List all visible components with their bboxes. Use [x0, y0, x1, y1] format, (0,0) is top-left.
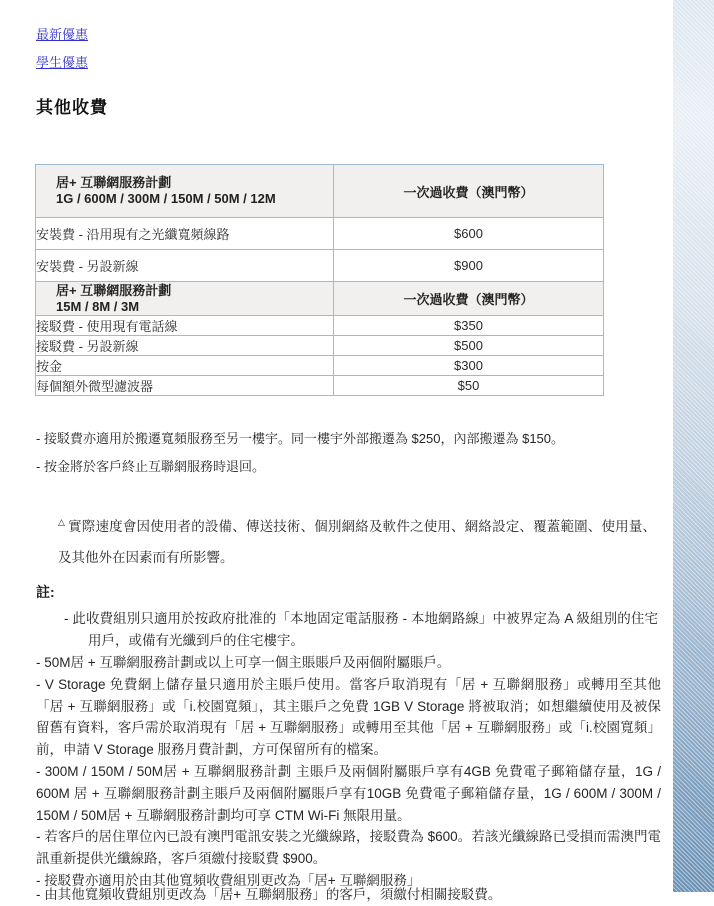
table-row [36, 376, 604, 396]
charge-item: 每個額外微型濾波器 [36, 376, 334, 396]
plan-header-cell [36, 165, 334, 218]
plan-speeds: 1G / 600M / 300M / 150M / 50M / 12M [56, 191, 276, 206]
link-list [36, 25, 88, 81]
charge-fee: $900 [334, 250, 604, 282]
remarks-heading: 註: [36, 584, 55, 600]
remark-vstorage: - V Storage 免費網上儲存量只適用於主賬戶使用。當客戶取消現有「居 + 互聯網服務」或轉用至其他「居 + 互聯網服務」或「i.校園寬頻」，其主賬戶之免費 1GB V Storage 將被取消；如想繼續使用及被保留舊有資料，客戶需於取消現有「居 + 互聯網服務」或轉用至其他「居 + 互聯網服務」或「i.校園寬頻」前，申請 V Storage 服務月費計劃，方可保留所有的檔案。 [36, 676, 661, 758]
table-header-row [36, 282, 604, 316]
charge-fee: $50 [334, 376, 604, 396]
remark-plan-change-fee: - 接駁費亦適用於由其他寬頻收費組別更改為「居+ 互聯網服務」 [36, 872, 421, 888]
table-row [36, 336, 604, 356]
latest-offers-link[interactable]: 最新優惠 [36, 27, 89, 42]
plan-header-cell [36, 282, 334, 316]
page-title: 其他收費 [36, 98, 108, 117]
student-offers-link[interactable]: 學生優惠 [36, 55, 89, 70]
remark-fiber-connection-fee: - 若客戶的居住單位內已設有澳門電訊安裝之光纖線路，接駁費為 $600。若該光纖線路已受損而需澳門電訊重新提供光纖線路，客戶須繳付接駁費 $900。 [36, 829, 661, 867]
charge-item: 接駁費 - 另設新線 [36, 336, 334, 356]
clipped-bottom-line: - 由其他寬頻收費組別更改為「居+ 互聯網服務」的客戶，須繳付相關接駁費。 [36, 887, 502, 902]
remark-accounts: - 50M居 + 互聯網服務計劃或以上可享一個主賬賬戶及兩個附屬賬戶。 [36, 655, 451, 670]
charge-item: 安裝費 - 沿用現有之光纖寬頻線路 [36, 218, 334, 250]
note-deposit-refund: - 按金將於客戶終止互聯網服務時退回。 [36, 459, 265, 474]
remark-classified-households: - 此收費組別只適用於按政府批准的「本地固定電話服務 - 本地網路線」中被界定為 A 級組別的住宅用戶，或備有光纖到戶的住宅樓宇。 [64, 611, 658, 648]
table-row [36, 316, 604, 336]
triangle-footnote-marker: △ [58, 517, 66, 527]
charge-item: 接駁費 - 使用現有電話線 [36, 316, 334, 336]
charge-fee: $500 [334, 336, 604, 356]
charge-item: 安裝費 - 另設新線 [36, 250, 334, 282]
other-charges-table [35, 164, 604, 396]
charge-fee: $300 [334, 356, 604, 376]
decorative-stripe-band [673, 0, 714, 892]
plan-title: 居+ 互聯網服務計劃 [56, 175, 172, 190]
plan-speeds: 15M / 8M / 3M [56, 298, 140, 314]
charge-fee: $600 [334, 218, 604, 250]
charge-item: 按金 [36, 356, 334, 376]
charge-fee: $350 [334, 316, 604, 336]
note-relocation: - 接駁費亦適用於搬遷寬頻服務至另一樓宇。同一樓宇外部搬遷為 $250，內部搬遷為 $150。 [36, 431, 565, 446]
plan-title: 居+ 互聯網服務計劃 [56, 282, 172, 298]
fee-header-cell: 一次過收費（澳門幣） [334, 282, 604, 316]
table-row [36, 250, 604, 282]
table-header-row [36, 165, 604, 218]
remark-email-storage: - 300M / 150M / 50M居 + 互聯網服務計劃 主賬戶及兩個附屬賬戶享有4GB 免費電子郵箱儲存量，1G / 600M 居 + 互聯網服務計劃主賬戶及兩個附屬賬戶享有10GB 免費電子郵箱儲存量，1G / 600M / 300M / 150M / 50M居 + 互聯網服務計劃均可享 CTM Wi-Fi 無限用量。 [36, 763, 661, 823]
table-row [36, 356, 604, 376]
speed-disclaimer-text: 實際速度會因使用者的設備、傳送技術、個別網絡及軟件之使用、網絡設定、覆蓋範圍、使用量、及其他外在因素而有所影響。 [58, 519, 657, 565]
fee-header-cell: 一次過收費（澳門幣） [334, 165, 604, 218]
speed-disclaimer [58, 507, 656, 573]
remarks-paragraphs [36, 652, 661, 892]
table-row [36, 218, 604, 250]
